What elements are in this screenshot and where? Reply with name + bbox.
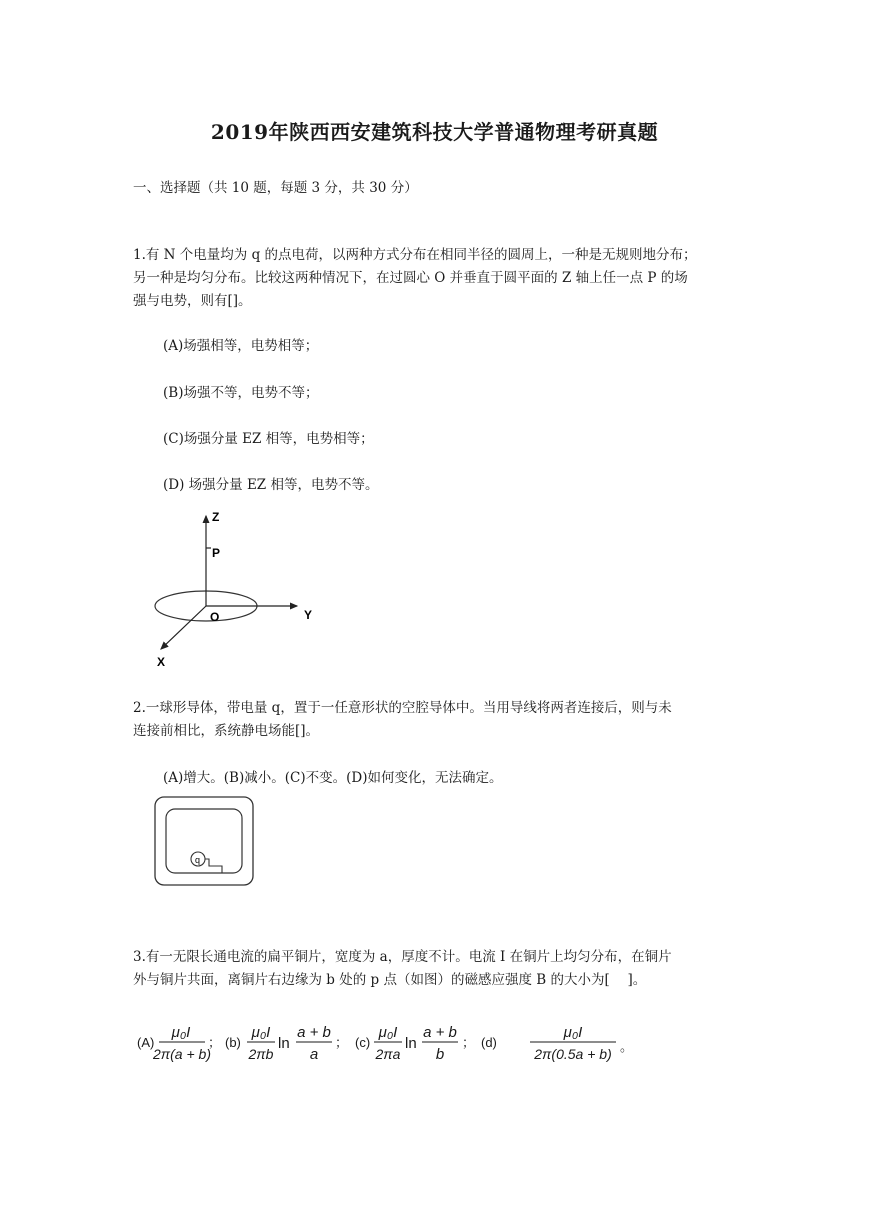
formula-c-numerator: μ₀I: [378, 1024, 398, 1041]
question-2-line-1: 2.一球形导体，带电量 q，置于一任意形状的空腔导体中。当用导线将两者连接后，则与未: [133, 700, 672, 716]
formula-b-ln-numerator: a + b: [297, 1024, 331, 1041]
formula-b-numerator: μ₀I: [251, 1024, 271, 1041]
q1-axis-figure: [140, 500, 340, 675]
question-1: [133, 244, 741, 313]
o-label: O: [210, 610, 220, 624]
question-1-line-1: 1.有 N 个电量均为 q 的点电荷，以两种方式分布在相同半径的圆周上，一种是无规则地分布；: [133, 247, 697, 263]
formula-c-label: (c): [355, 1035, 371, 1050]
formula-d-denominator: 2π(0.5a + b): [534, 1046, 612, 1062]
q1-option-a: (A)场强相等，电势相等；: [163, 338, 319, 354]
formula-a-label: (A): [137, 1035, 155, 1050]
x-axis: [161, 606, 206, 649]
formula-b-label: (b): [225, 1035, 241, 1050]
page-title: 2019年陕西西安建筑科技大学普通物理考研真题: [210, 120, 659, 144]
formula-c-ln: ln: [405, 1035, 417, 1052]
x-label: X: [157, 655, 166, 669]
connecting-wire: [205, 859, 222, 873]
formula-b-denominator: 2πb: [248, 1046, 274, 1062]
p-label: P: [212, 546, 221, 560]
question-3-line-1: 3.有一无限长通电流的扁平铜片，宽度为 a，厚度不计。电流 I 在铜片上均匀分布，在铜片: [133, 949, 672, 965]
question-1-line-2: 另一种是均匀分布。比较这两种情况下，在过圆心 O 并垂直于圆平面的 Z 轴上任一点 P 的场: [133, 270, 688, 286]
formula-c-ln-numerator: a + b: [423, 1024, 457, 1041]
q-label: q: [195, 855, 201, 865]
separator-2: ；: [335, 1035, 349, 1050]
question-3: [133, 946, 741, 992]
question-3-line-2: 外与铜片共面，离铜片右边缘为 b 处的 p 点（如图）的磁感应强度 B 的大小为[ ]。: [133, 972, 647, 988]
formula-a-denominator: 2π(a + b): [152, 1046, 212, 1062]
q2-options: (A)增大。(B)减小。(C)不变。(D)如何变化，无法确定。: [163, 770, 503, 786]
formula-d-label: (d): [481, 1035, 497, 1050]
question-1-line-3: 强与电势，则有[]。: [133, 293, 252, 309]
separator-3: ；: [462, 1035, 476, 1050]
formula-b-ln-denominator: a: [309, 1046, 319, 1063]
q2-cavity-figure: [153, 795, 255, 888]
z-label: Z: [212, 510, 220, 524]
q1-option-d: (D) 场强分量 EZ 相等，电势不等。: [163, 477, 379, 493]
formula-d-numerator: μ₀I: [563, 1024, 583, 1041]
question-2-line-2: 连接前相比，系统静电场能[]。: [133, 723, 320, 739]
q1-option-b: (B)场强不等，电势不等；: [163, 385, 319, 401]
y-label: Y: [304, 608, 313, 622]
q1-option-c: (C)场强分量 EZ 相等，电势相等；: [163, 431, 374, 447]
formula-a-numerator: μ₀I: [171, 1024, 191, 1041]
question-2: [133, 697, 741, 743]
formula-end: 。: [620, 1039, 634, 1054]
section-heading: 一、选择题（共 10 题，每题 3 分，共 30 分）: [133, 180, 418, 196]
separator-1: ；: [208, 1035, 222, 1050]
formula-b-ln: ln: [278, 1035, 290, 1052]
formula-c-ln-denominator: b: [435, 1046, 445, 1063]
formula-c-denominator: 2πa: [375, 1046, 401, 1062]
q3-answer-formulas: [133, 1016, 653, 1070]
